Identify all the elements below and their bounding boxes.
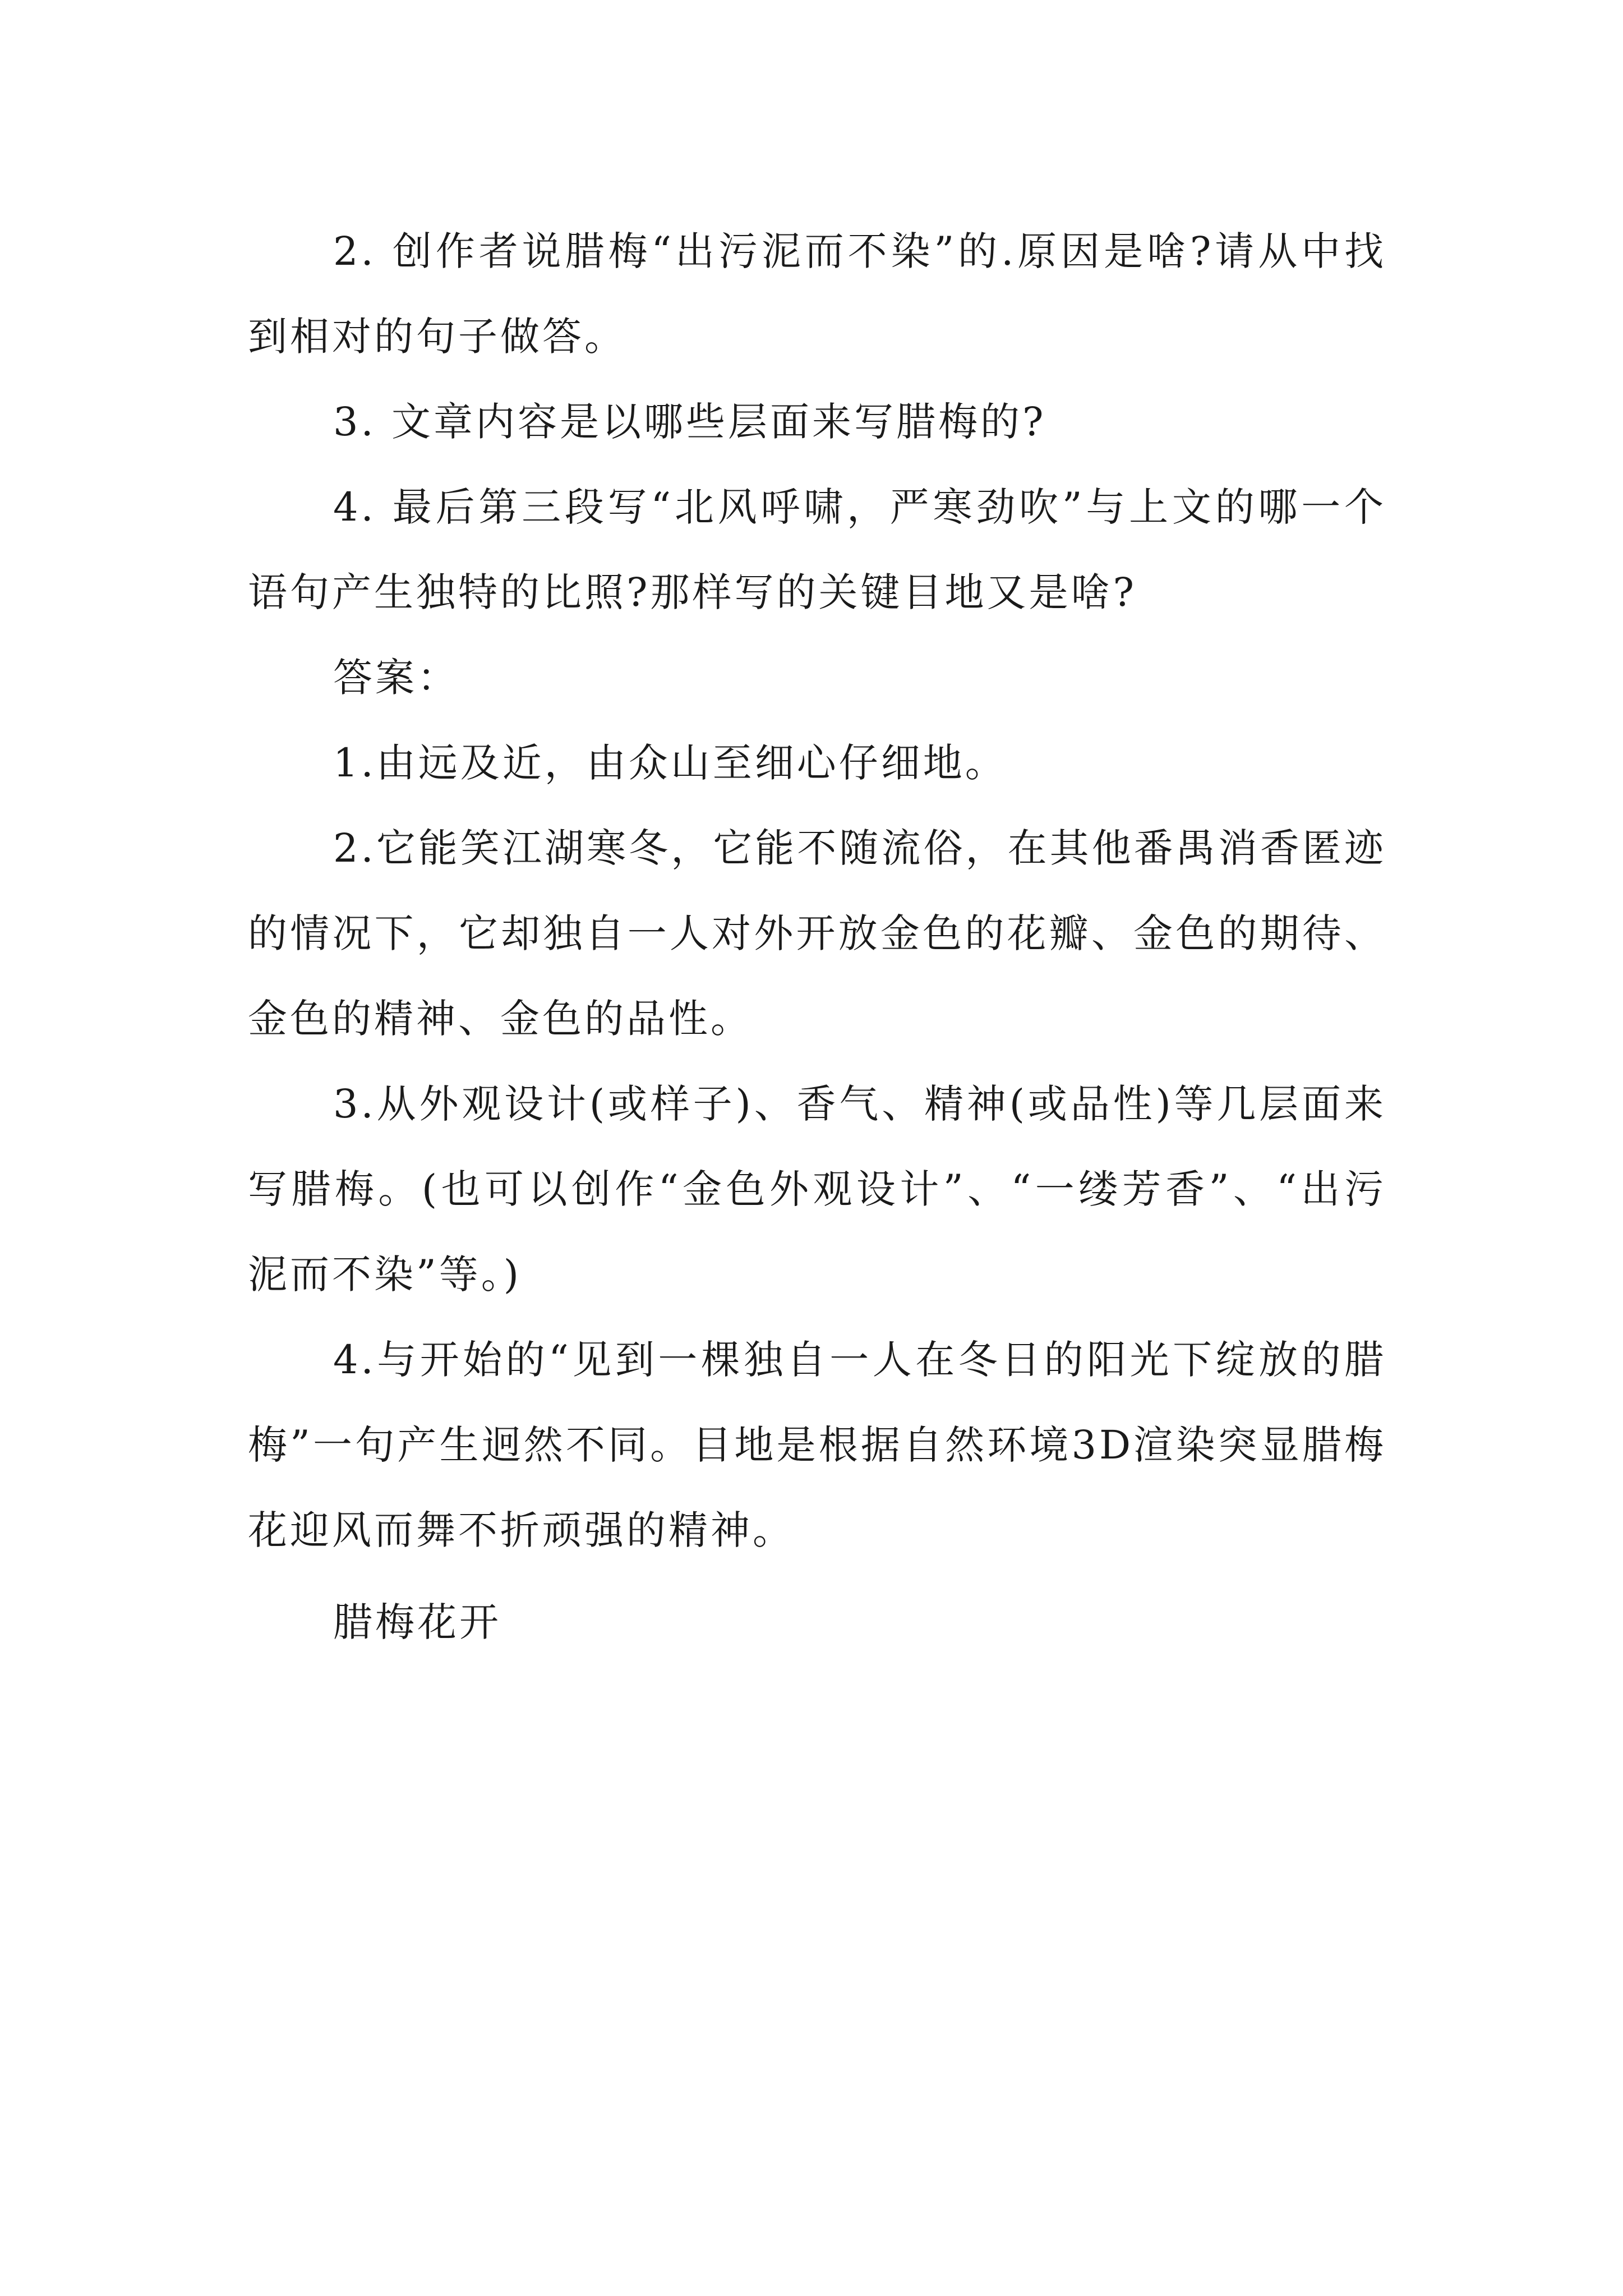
question-2: 2. 创作者说腊梅“出污泥而不染”的.原因是啥?请从中找到相对的句子做答。 [248,228,1386,360]
answer-1: 1.由远及近，由众山至细心仔细地。 [333,740,1007,786]
question-4: 4. 最后第三段写“北风呼啸，严寒劲吹”与上文的哪一个语句产生独特的比照?那样写的关键目地又是啥? [248,484,1386,615]
next-section-title: 腊梅花开 [333,1599,501,1645]
document-body [248,209,1386,1665]
question-3: 3. 文章内容是以哪些层面来写腊梅的? [333,399,1046,445]
answers-heading: 答案： [333,655,459,701]
answer-2: 2.它能笑江湖寒冬，它能不随流俗，在其他番禺消香匿迹的情况下，它却独自一人对外开放金色的花瓣、金色的期待、金色的精神、金色的品性。 [248,825,1386,1042]
answer-3: 3.从外观设计(或样子)、香气、精神(或品性)等几层面来写腊梅。(也可以创作“金色外观设计”、“一缕芳香”、“出污泥而不染”等。) [248,1081,1386,1297]
answer-4: 4.与开始的“见到一棵独自一人在冬日的阳光下绽放的腊梅”一句产生迥然不同。目地是根据自然环境3D渲染突显腊梅花迎风而舞不折顽强的精神。 [248,1337,1386,1553]
